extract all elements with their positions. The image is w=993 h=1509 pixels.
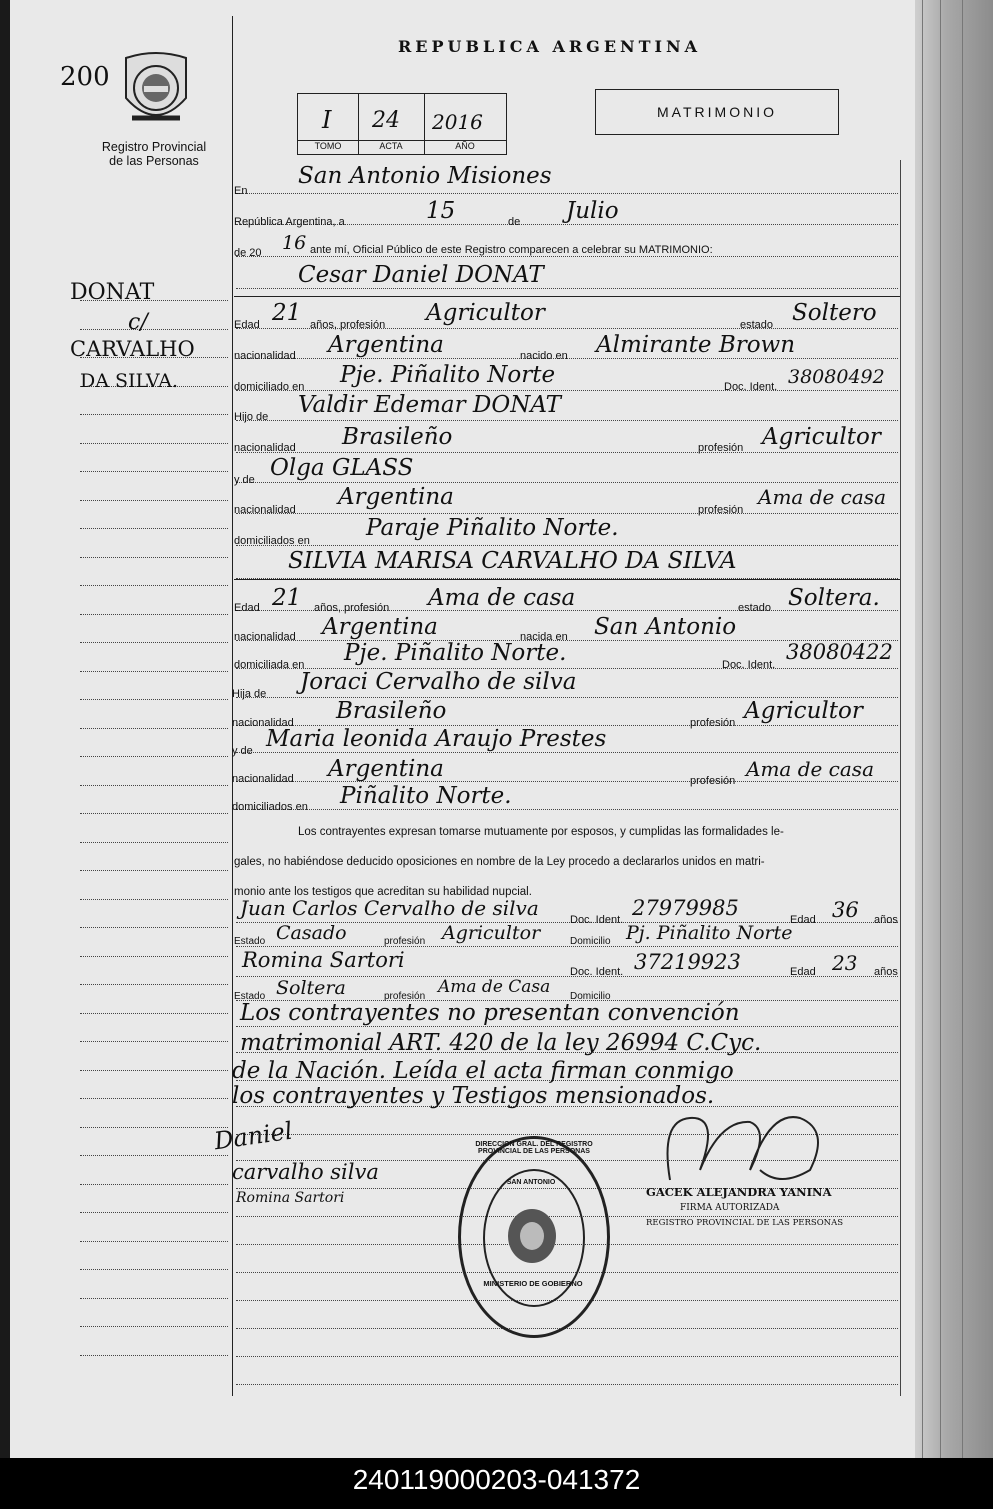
official-role: FIRMA AUTORIZADA (680, 1203, 780, 1213)
signature-1: Daniel (212, 1116, 295, 1156)
margin-ruled-line (80, 671, 228, 672)
bride-mother-nationality: Argentina (328, 756, 444, 782)
margin-ruled-line (80, 443, 228, 444)
registry-stamp (458, 1136, 610, 1338)
witness1-age: 36 (832, 898, 859, 922)
margin-ruled-line (80, 414, 228, 415)
acta-value: 24 (372, 108, 400, 133)
bride-status: Soltera. (788, 585, 880, 611)
bride-birthplace: San Antonio (594, 614, 737, 640)
org-line1: Registro Provincial (101, 140, 207, 154)
witness1-prof-label: profesión (384, 936, 426, 947)
margin-ruled-line (80, 785, 228, 786)
groom-status: Soltero (792, 300, 877, 326)
margin-ruled-line (80, 728, 228, 729)
bride-mother: Maria leonida Araujo Prestes (266, 726, 607, 752)
form-dotted-line (236, 288, 898, 289)
form-dotted-line (236, 452, 898, 453)
groom-profession: Agricultor (426, 300, 545, 326)
form-dotted-line (236, 390, 898, 391)
form-dotted-line (236, 1356, 898, 1357)
barcode-number-footer (0, 1458, 993, 1509)
margin-ruled-line (80, 1269, 228, 1270)
witness1-doc: 27979985 (632, 896, 739, 920)
form-dotted-line (236, 420, 898, 421)
groom-nationality: Argentina (328, 332, 444, 358)
form-dotted-line (236, 193, 898, 194)
groom-mother: Olga GLASS (270, 455, 414, 481)
bride-parents-dom-label: domiciliados en (232, 801, 308, 813)
margin-rule (232, 16, 233, 1396)
groom-birthplace: Almirante Brown (596, 332, 796, 358)
bride-nac-label: nacionalidad (234, 631, 296, 643)
witness2-name: Romina Sartori (242, 948, 405, 972)
org-name (84, 140, 224, 168)
groom-father-prof-label: profesión (698, 442, 744, 454)
groom-anos-prof-label: años, profesión (310, 319, 386, 331)
notes-line4: los contrayentes y Testigos mensionados. (232, 1083, 715, 1109)
declaration-line3: monio ante los testigos que acreditan su habilidad nupcial. (234, 886, 532, 898)
margin-ruled-line (80, 899, 228, 900)
stamp-inner-top: SAN ANTONIO (506, 1179, 556, 1186)
en-label: En (234, 185, 248, 197)
bride-hija-label: Hija de (232, 688, 267, 700)
groom-mother-nat-label: nacionalidad (234, 504, 296, 516)
margin-ruled-line (80, 1127, 228, 1128)
notes-line3: de la Nación. Leída el acta firman conmigo (232, 1058, 734, 1084)
form-dotted-line (236, 1384, 898, 1385)
margin-ruled-line (80, 1155, 228, 1156)
form-dotted-line (236, 1026, 898, 1027)
year-prefix: de 20 (234, 247, 262, 259)
section-separator (234, 296, 900, 297)
groom-nacido-label: nacido en (520, 350, 568, 362)
bride-doc-label: Doc. Ident. (722, 659, 776, 671)
groom-father-nat-label: nacionalidad (234, 442, 296, 454)
margin-ruled-line (80, 870, 228, 871)
signature-2: carvalho silva (232, 1160, 379, 1184)
bride-mother-nat-label: nacionalidad (232, 773, 294, 785)
groom-age: 21 (272, 300, 302, 326)
groom-father: Valdir Edemar DONAT (298, 392, 562, 418)
stamp-inner-text: MINISTERIO DE GOBIERNO (483, 1279, 583, 1288)
witness2-doc-label: Doc. Ident. (570, 966, 624, 978)
groom-yde-label: y de (234, 474, 255, 486)
month-value: Julio (566, 198, 619, 224)
groom-mother-prof-label: profesión (698, 504, 744, 516)
bride-father-nationality: Brasileño (336, 698, 447, 724)
province-crest-icon (118, 48, 194, 132)
stamp-outer-text: DIRECCION GRAL. DEL REGISTRO PROVINCIAL DE LAS PERSONAS (475, 1141, 593, 1155)
margin-ruled-line (80, 984, 228, 985)
page-stack-edge (915, 0, 993, 1458)
groom-parents-dom-label: domiciliados en (234, 535, 310, 547)
witness1-name: Juan Carlos Cervalho de silva (240, 896, 539, 920)
tomo-value: I (322, 106, 332, 134)
witness1-doc-label: Doc. Ident. (570, 914, 624, 926)
acta-cell (358, 94, 425, 154)
margin-ruled-line (80, 1098, 228, 1099)
groom-parents-address: Paraje Piñalito Norte. (366, 515, 619, 541)
margin-ruled-line (80, 756, 228, 757)
witness2-estado-label: Estado (234, 991, 266, 1002)
barcode-number: 240119000203-041372 (352, 1464, 641, 1495)
act-type-label: MATRIMONIO (657, 104, 777, 120)
margin-ruled-line (80, 1355, 228, 1356)
margin-ruled-line (80, 1241, 228, 1242)
bride-dom-label: domiciliada en (234, 659, 305, 671)
form-dotted-line (236, 256, 898, 257)
form-dotted-line (236, 545, 898, 546)
witness1-dom-label: Domicilio (570, 936, 611, 947)
margin-ruled-line (80, 813, 228, 814)
page-edge-line (962, 0, 963, 1458)
groom-doc-label: Doc. Ident. (724, 381, 778, 393)
bride-anos-prof-label: años, profesión (314, 602, 390, 614)
right-rule (900, 160, 901, 1396)
witness2-status: Soltera (276, 977, 346, 999)
margin-note-line2: c/ (128, 310, 148, 335)
margin-ruled-line (80, 699, 228, 700)
anio-label: AÑO (424, 140, 506, 151)
bride-father-prof-label: profesión (690, 717, 736, 729)
margin-ruled-line (80, 842, 228, 843)
margin-ruled-line (80, 1013, 228, 1014)
page-edge-line (922, 0, 923, 1458)
signature-3: Romina Sartori (236, 1190, 345, 1206)
margin-ruled-line (80, 1070, 228, 1071)
margin-note-line4: DA SILVA. (80, 370, 179, 392)
witness1-edad-label: Edad (790, 914, 816, 926)
republica-label: República Argentina, a (234, 216, 345, 228)
form-dotted-line (236, 482, 898, 483)
acta-label: ACTA (358, 140, 424, 151)
margin-note-line3: CARVALHO (70, 337, 195, 361)
country-title: REPUBLICA ARGENTINA (398, 37, 702, 56)
place-value: San Antonio Misiones (298, 163, 552, 189)
bride-parents-address: Piñalito Norte. (340, 783, 512, 809)
de-label: de (508, 216, 521, 228)
tomo-label: TOMO (298, 140, 358, 151)
groom-father-profession: Agricultor (762, 424, 881, 450)
declaration-line2: gales, no habiéndose deducido oposiciones en nombre de la Ley procedo a declararlos unidos en matri- (234, 856, 765, 868)
witness2-dom-label: Domicilio (570, 991, 611, 1002)
bride-father-profession: Agricultor (744, 698, 863, 724)
margin-ruled-line (80, 471, 228, 472)
margin-ruled-line (80, 528, 228, 529)
form-dotted-line (236, 946, 898, 947)
margin-ruled-line (80, 1041, 228, 1042)
anio-cell (424, 94, 506, 154)
bride-profession: Ama de casa (428, 585, 576, 611)
margin-ruled-line (80, 329, 228, 330)
bride-father: Joraci Cervalho de silva (300, 669, 577, 695)
notes-line1: Los contrayentes no presentan convención (240, 1000, 740, 1026)
witness2-profession: Ama de Casa (438, 977, 551, 997)
register-page (10, 0, 915, 1458)
groom-hijo-label: Hijo de (234, 411, 269, 423)
tomo-cell (298, 94, 359, 154)
witness2-doc: 37219923 (634, 950, 741, 974)
page-edge-line (940, 0, 941, 1458)
witness1-address: Pj. Piñalito Norte (626, 922, 793, 944)
margin-note-line1: DONAT (70, 280, 155, 305)
org-line2: de las Personas (109, 154, 199, 168)
page-number: 200 (60, 62, 110, 92)
groom-mother-nationality: Argentina (338, 484, 454, 510)
margin-ruled-line (80, 927, 228, 928)
bride-address: Pje. Piñalito Norte. (344, 640, 567, 666)
witness2-age: 23 (832, 951, 858, 975)
groom-estado-label: estado (740, 319, 774, 331)
groom-dom-label: domiciliado en (234, 381, 305, 393)
witness2-anos-label: años (874, 966, 898, 978)
bride-nacida-label: nacida en (520, 631, 568, 643)
bride-estado-label: estado (738, 602, 772, 614)
margin-ruled-line (80, 585, 228, 586)
bride-yde-label: y de (232, 745, 253, 757)
bride-father-nat-label: nacionalidad (232, 717, 294, 729)
bride-mother-prof-label: profesión (690, 775, 736, 787)
section-separator (234, 579, 900, 580)
day-value: 15 (426, 198, 456, 224)
anio-value: 2016 (432, 110, 483, 134)
groom-doc: 38080492 (788, 366, 885, 388)
intro-text: ante mí, Oficial Público de este Registro comparecen a celebrar su MATRIMONIO: (310, 244, 713, 256)
margin-ruled-line (80, 1326, 228, 1327)
witness1-profession: Agricultor (442, 922, 541, 944)
margin-ruled-line (80, 557, 228, 558)
witness1-estado-label: Estado (234, 936, 266, 947)
witness2-edad-label: Edad (790, 966, 816, 978)
margin-ruled-line (80, 642, 228, 643)
bride-age: 21 (272, 585, 302, 611)
official-org: REGISTRO PROVINCIAL DE LAS PERSONAS (646, 1218, 844, 1228)
margin-ruled-line (80, 1184, 228, 1185)
bride-edad-label: Edad (234, 602, 260, 614)
witness1-anos-label: años (874, 914, 898, 926)
year-suffix: 16 (282, 232, 307, 254)
declaration-line1: Los contrayentes expresan tomarse mutuamente por esposos, y cumplidas las formalidades le- (298, 826, 784, 838)
form-dotted-line (236, 752, 898, 753)
margin-ruled-line (80, 500, 228, 501)
record-box (297, 93, 507, 155)
groom-name: Cesar Daniel DONAT (298, 262, 544, 288)
bride-nationality: Argentina (322, 614, 438, 640)
official-signature-icon (650, 1110, 840, 1190)
bride-doc: 38080422 (786, 640, 893, 664)
witness1-status: Casado (276, 922, 347, 944)
witness2-prof-label: profesión (384, 991, 426, 1002)
form-dotted-line (236, 513, 898, 514)
bride-name: SILVIA MARISA CARVALHO DA SILVA (288, 548, 737, 574)
groom-nac-label: nacionalidad (234, 350, 296, 362)
act-type-box (595, 89, 839, 135)
form-dotted-line (236, 1328, 898, 1329)
margin-ruled-line (80, 1212, 228, 1213)
margin-ruled-line (80, 614, 228, 615)
margin-ruled-line (80, 1298, 228, 1299)
bride-mother-profession: Ama de casa (746, 757, 874, 781)
stamp-emblem-icon (505, 1207, 559, 1265)
form-dotted-line (236, 809, 898, 810)
margin-ruled-line (80, 956, 228, 957)
groom-address: Pje. Piñalito Norte (340, 362, 556, 388)
official-name: GACEK ALEJANDRA YANINA (646, 1185, 832, 1199)
notes-line2: matrimonial ART. 420 de la ley 26994 C.Cyc. (240, 1030, 762, 1056)
groom-father-nationality: Brasileño (342, 424, 453, 450)
groom-edad-label: Edad (234, 319, 260, 331)
groom-mother-profession: Ama de casa (758, 485, 886, 509)
